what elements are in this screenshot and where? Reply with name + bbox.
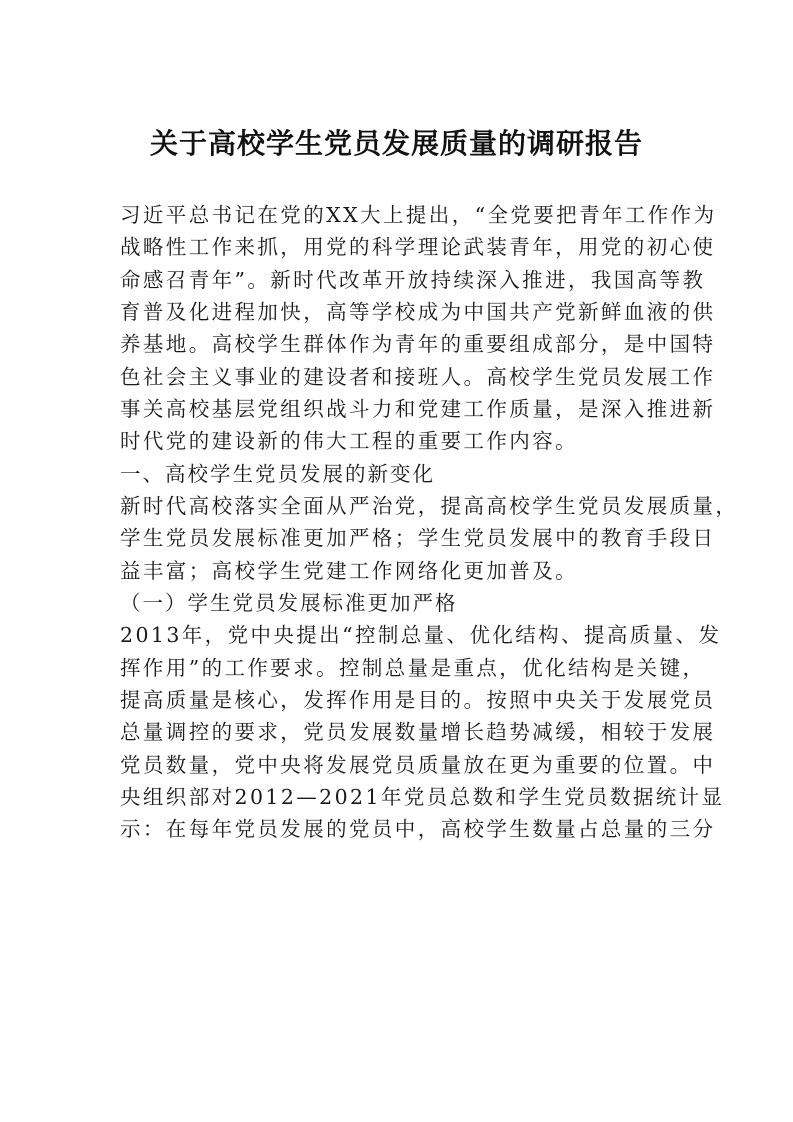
section-heading: 一、高校学生党员发展的新变化 (120, 462, 435, 486)
paragraph-line: 习近平总书记在党的XX大上提出，“全党要把青年工作作为 (120, 203, 717, 227)
paragraph-line: 命感召青年”。新时代改革开放持续深入推进，我国高等教 (120, 268, 706, 292)
paragraph-line: 新时代高校落实全面从严治党，提高高校学生党员发展质量， (120, 494, 739, 518)
paragraph-line: 示：在每年党员发展的党员中，高校学生数量占总量的三分 (120, 817, 716, 841)
paragraph-line: 养基地。高校学生群体作为青年的重要组成部分，是中国特 (120, 332, 716, 356)
paragraph-line: 提高质量是核心，发挥作用是目的。按照中央关于发展党员 (120, 688, 716, 712)
paragraph-line: 时代党的建设新的伟大工程的重要工作内容。 (120, 429, 578, 453)
paragraph-line: 党员数量，党中央将发展党员质量放在更为重要的位置。中 (120, 753, 716, 777)
subsection-heading: （一）学生党员发展标准更加严格 (120, 591, 458, 615)
paragraph-line: 总量调控的要求，党员发展数量增长趋势减缓，相较于发展 (120, 720, 716, 744)
paragraph-line: 2013年，党中央提出“控制总量、优化结构、提高质量、发 (120, 623, 722, 647)
paragraph-line: 育普及化进程加快，高等学校成为中国共产党新鲜血液的供 (120, 300, 716, 324)
paragraph-line: 挥作用”的工作要求。控制总量是重点，优化结构是关键， (120, 656, 706, 680)
document-title: 关于高校学生党员发展质量的调研报告 (149, 127, 643, 160)
paragraph-line: 战略性工作来抓，用党的科学理论武装青年，用党的初心使 (120, 235, 716, 259)
paragraph-line: 事关高校基层党组织战斗力和党建工作质量，是深入推进新 (120, 397, 716, 421)
paragraph-line: 央组织部对2012—2021年党员总数和学生党员数据统计显 (120, 785, 725, 809)
paragraph-line: 学生党员发展标准更加严格；学生党员发展中的教育手段日 (120, 526, 716, 550)
paragraph-line: 益丰富；高校学生党建工作网络化更加普及。 (120, 559, 578, 583)
paragraph-line: 色社会主义事业的建设者和接班人。高校学生党员发展工作 (120, 365, 716, 389)
